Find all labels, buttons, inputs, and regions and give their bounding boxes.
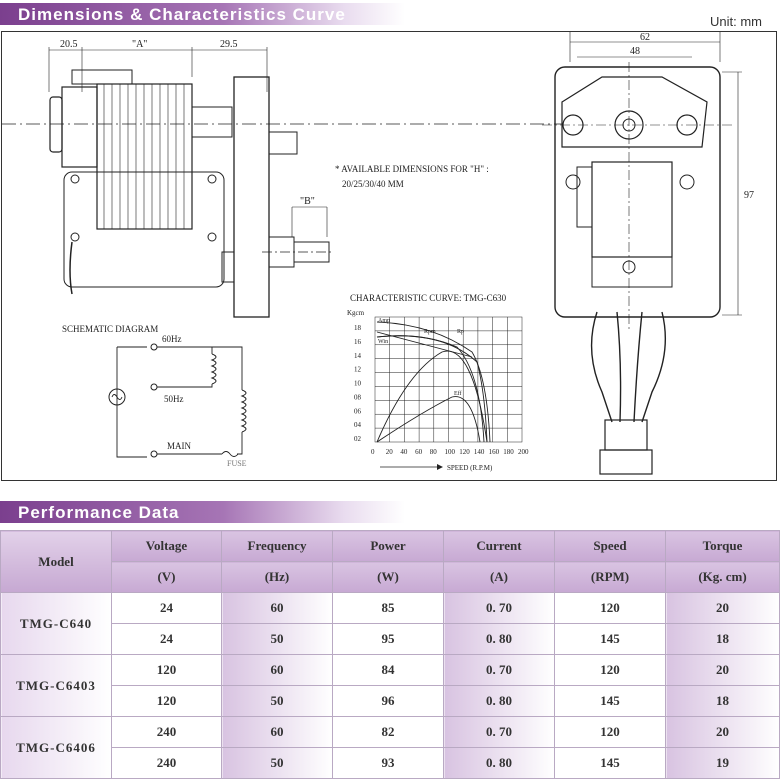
curve-y-tick: 10	[354, 379, 361, 388]
schematic-fuse: FUSE	[227, 459, 247, 468]
curve-label-rp: Rp	[457, 329, 465, 335]
cell-current: 0. 70	[444, 717, 555, 748]
cell-speed: 145	[555, 686, 666, 717]
cell-frequency: 50	[222, 748, 333, 779]
cell-speed: 145	[555, 624, 666, 655]
model-cell: TMG-C6406	[1, 717, 112, 779]
curve-x-tick: 0	[371, 448, 375, 456]
curve-y-tick: 02	[354, 435, 361, 444]
curve-x-tick: 160	[488, 448, 500, 456]
curve-y-tick: 12	[354, 365, 361, 374]
curve-label-win: Win	[378, 339, 389, 345]
cell-torque: 18	[666, 624, 780, 655]
header-frequency: Frequency	[222, 531, 333, 562]
curve-y-tick: 14	[354, 351, 361, 360]
note-dimensions-h: * AVAILABLE DIMENSIONS FOR "H" :	[335, 164, 489, 174]
section-banner-dimensions	[0, 3, 405, 25]
header-speed-unit: (RPM)	[555, 562, 666, 593]
cell-torque: 20	[666, 717, 780, 748]
cell-frequency: 50	[222, 686, 333, 717]
curve-x-tick: 140	[473, 448, 485, 456]
cell-speed: 145	[555, 748, 666, 779]
table-row	[1, 624, 780, 655]
cell-current: 0. 70	[444, 593, 555, 624]
header-speed: Speed	[555, 531, 666, 562]
curve-xlabel: SPEED (R.P.M)	[447, 464, 493, 472]
curve-x-tick: 60	[415, 448, 423, 456]
cell-speed: 120	[555, 717, 666, 748]
schematic-50hz: 50Hz	[164, 394, 184, 404]
cell-current: 0. 70	[444, 655, 555, 686]
cell-speed: 120	[555, 593, 666, 624]
curve-x-tick: 120	[459, 448, 470, 456]
table-row	[1, 655, 780, 686]
curve-y-tick: 06	[354, 407, 361, 416]
cell-voltage: 120	[112, 686, 222, 717]
cell-torque: 20	[666, 593, 780, 624]
cell-current: 0. 80	[444, 748, 555, 779]
header-torque: Torque	[666, 531, 780, 562]
schematic-60hz: 60Hz	[162, 334, 182, 344]
curve-x-tick: 20	[385, 448, 393, 456]
section-title-dimensions: Dimensions & Characteristics Curve	[18, 5, 346, 24]
table-row	[1, 593, 780, 624]
header-frequency-unit: (Hz)	[222, 562, 333, 593]
dim-a: "A"	[132, 39, 148, 50]
curve-y-tick: 18	[354, 324, 361, 332]
cell-power: 96	[333, 686, 444, 717]
unit-label: Unit: mm	[710, 14, 762, 29]
performance-table	[0, 530, 780, 779]
header-voltage: Voltage	[112, 531, 222, 562]
cell-current: 0. 80	[444, 624, 555, 655]
header-voltage-unit: (V)	[112, 562, 222, 593]
cell-frequency: 60	[222, 655, 333, 686]
dim-62: 62	[640, 32, 650, 43]
dim-20-5: 20.5	[60, 39, 78, 50]
cell-power: 82	[333, 717, 444, 748]
curve-y-tick: 08	[354, 393, 361, 402]
cell-frequency: 50	[222, 624, 333, 655]
cell-power: 93	[333, 748, 444, 779]
schematic-title: SCHEMATIC DIAGRAM	[62, 324, 159, 334]
cell-voltage: 24	[112, 593, 222, 624]
header-model: Model	[1, 531, 112, 593]
cell-frequency: 60	[222, 717, 333, 748]
cell-voltage: 24	[112, 624, 222, 655]
cell-power: 85	[333, 593, 444, 624]
curve-x-tick: 80	[429, 448, 437, 456]
cell-speed: 120	[555, 655, 666, 686]
section-banner-performance	[0, 501, 405, 523]
dim-97: 97	[744, 190, 754, 201]
cell-voltage: 120	[112, 655, 222, 686]
curve-x-tick: 200	[518, 448, 529, 456]
model-cell: TMG-C6403	[1, 655, 112, 717]
cell-frequency: 60	[222, 593, 333, 624]
table-row	[1, 748, 780, 779]
cell-voltage: 240	[112, 748, 222, 779]
header-power-unit: (W)	[333, 562, 444, 593]
curve-y-tick: 04	[354, 421, 361, 430]
table-row	[1, 717, 780, 748]
technical-drawing-panel	[1, 31, 777, 481]
dim-29-5: 29.5	[220, 39, 238, 50]
schematic-main: MAIN	[167, 441, 191, 451]
cell-torque: 20	[666, 655, 780, 686]
curve-x-tick: 180	[503, 448, 514, 456]
section-title-performance: Performance Data	[18, 503, 180, 522]
header-current-unit: (A)	[444, 562, 555, 593]
cell-power: 95	[333, 624, 444, 655]
dim-48: 48	[630, 46, 640, 57]
note-dimensions-values: 20/25/30/40 MM	[342, 179, 404, 189]
cell-current: 0. 80	[444, 686, 555, 717]
curve-y-tick: 16	[354, 337, 361, 346]
curve-x-tick: 100	[444, 448, 455, 456]
header-torque-unit: (Kg. cm)	[666, 562, 780, 593]
technical-drawing	[2, 32, 778, 482]
curve-label-eff: Eff	[454, 391, 462, 397]
table-row	[1, 686, 780, 717]
cell-torque: 18	[666, 686, 780, 717]
curve-label-amp: Amp	[378, 318, 390, 324]
cell-voltage: 240	[112, 717, 222, 748]
curve-x-tick: 40	[400, 448, 408, 456]
header-power: Power	[333, 531, 444, 562]
curve-title: CHARACTERISTIC CURVE: TMG-C630	[350, 293, 507, 303]
dim-b: "B"	[300, 196, 315, 207]
curve-label-rpm: Rpm	[424, 329, 436, 335]
header-current: Current	[444, 531, 555, 562]
cell-torque: 19	[666, 748, 780, 779]
cell-power: 84	[333, 655, 444, 686]
characteristic-curve	[347, 293, 529, 472]
model-cell: TMG-C640	[1, 593, 112, 655]
curve-y-unit: Kgcm	[347, 309, 365, 317]
